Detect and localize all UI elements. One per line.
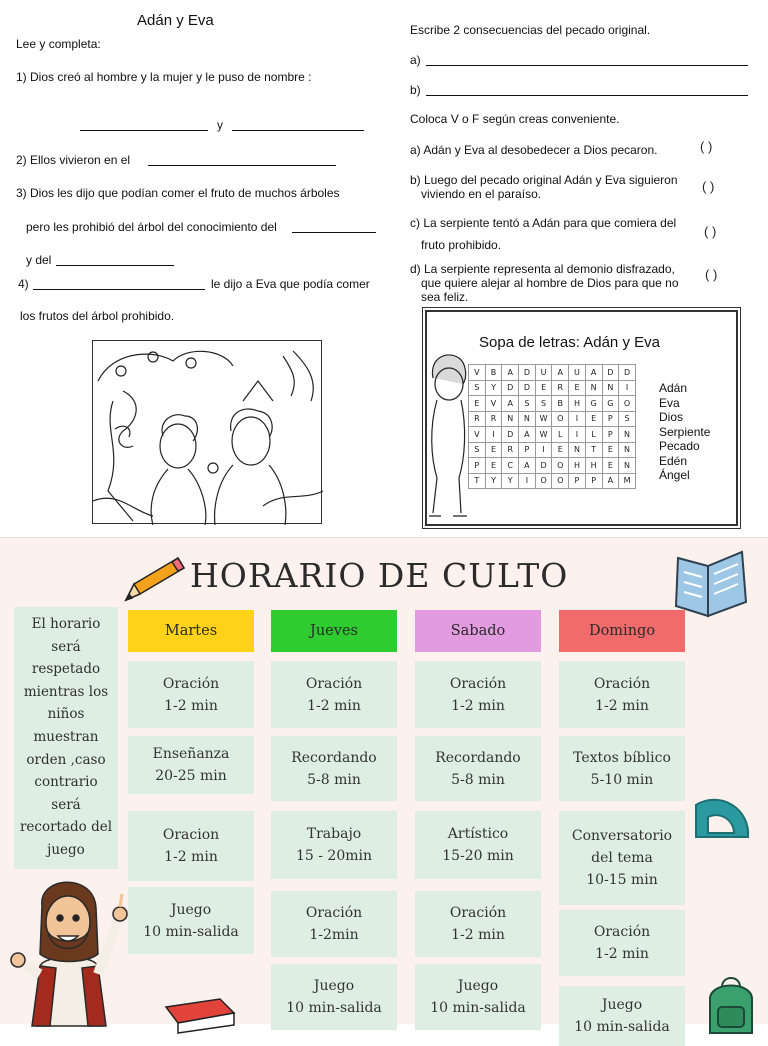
grid-letter[interactable]: E	[569, 380, 586, 396]
statement-c-cont: fruto prohibido.	[421, 238, 502, 252]
grid-letter[interactable]: L	[585, 427, 602, 443]
grid-letter[interactable]: D	[535, 458, 552, 474]
grid-letter[interactable]: E	[585, 411, 602, 427]
activity-name: Juego	[457, 978, 499, 994]
grid-letter[interactable]: Y	[485, 380, 502, 396]
grid-letter[interactable]: N	[602, 380, 619, 396]
answer-blank[interactable]	[80, 130, 208, 131]
activity-name: Juego	[601, 997, 643, 1013]
schedule-activity	[128, 811, 254, 881]
schedule-activity	[559, 736, 685, 801]
grid-letter[interactable]: Y	[502, 473, 519, 489]
activity-name: Textos bíblico	[573, 749, 671, 766]
grid-letter[interactable]: E	[602, 458, 619, 474]
grid-letter[interactable]: N	[519, 411, 536, 427]
grid-letter[interactable]: N	[619, 458, 636, 474]
schedule-activity	[415, 964, 541, 1030]
schedule-activity	[415, 736, 541, 801]
activity-detail: 1-2 min	[595, 946, 649, 962]
grid-letter[interactable]: V	[485, 396, 502, 412]
activity-detail: 10-15 min	[586, 872, 658, 888]
schedule-activity	[271, 736, 397, 801]
question-4-number: 4)	[18, 277, 29, 291]
answer-blank[interactable]	[426, 65, 748, 66]
word-list-item: Adán	[659, 381, 688, 395]
grid-letter[interactable]: U	[535, 365, 552, 381]
grid-row	[469, 442, 636, 458]
grid-letter[interactable]: E	[602, 442, 619, 458]
grid-letter[interactable]: A	[519, 427, 536, 443]
question-4: le dijo a Eva que podía comer	[211, 277, 370, 291]
grid-letter[interactable]: P	[602, 427, 619, 443]
grid-letter[interactable]: P	[519, 442, 536, 458]
schedule-activity	[559, 986, 685, 1046]
word-search-title: Sopa de letras: Adán y Eva	[479, 334, 660, 351]
answer-box[interactable]: ( )	[700, 139, 713, 154]
note-line: será	[51, 638, 81, 655]
grid-letter[interactable]: S	[619, 411, 636, 427]
grid-letter[interactable]: H	[585, 458, 602, 474]
grid-letter[interactable]: H	[569, 396, 586, 412]
word-search-panel	[425, 310, 738, 526]
activity-name: Juego	[313, 978, 355, 994]
activity-name: Artístico	[447, 826, 509, 842]
schedule-activity	[128, 661, 254, 728]
grid-letter[interactable]: H	[569, 458, 586, 474]
grid-letter[interactable]: R	[502, 442, 519, 458]
adam-figure-drawing	[427, 348, 469, 520]
grid-row	[469, 427, 636, 443]
statement-d-end: sea feliz.	[421, 290, 469, 304]
note-line: mientras los	[23, 683, 109, 700]
note-line: muestran	[33, 728, 99, 745]
activity-name: Oración	[449, 905, 507, 921]
grid-letter[interactable]: E	[552, 442, 569, 458]
book-icon	[160, 993, 238, 1033]
word-list-item: Edén	[659, 453, 688, 468]
note-line: respetado	[31, 661, 101, 678]
activity-detail: 10 min-salida	[430, 1000, 526, 1016]
schedule-activity	[415, 661, 541, 728]
answer-blank[interactable]	[292, 232, 376, 233]
answer-box[interactable]: ( )	[705, 267, 718, 282]
answer-blank[interactable]	[232, 130, 364, 131]
grid-letter[interactable]: P	[602, 411, 619, 427]
question-3-cont: pero les prohibió del árbol del conocimiento del	[26, 220, 277, 234]
day-header-martes: Martes	[128, 610, 254, 652]
question-1: 1) Dios creó al hombre y la mujer y le puso de nombre :	[16, 70, 312, 84]
protractor-icon	[690, 783, 754, 843]
grid-letter[interactable]: D	[602, 365, 619, 381]
question-2: 2) Ellos vivieron en el	[16, 153, 131, 167]
grid-letter[interactable]: N	[619, 427, 636, 443]
activity-detail: 10 min-salida	[286, 1000, 382, 1016]
grid-letter[interactable]: A	[502, 365, 519, 381]
statement-b-cont: viviendo en el paraíso.	[421, 187, 542, 201]
word-list-item: Ángel	[659, 468, 690, 482]
true-false-title: Coloca V o F según creas conveniente.	[410, 112, 620, 126]
statement-a: a) Adán y Eva al desobedecer a Dios pecaron.	[410, 143, 658, 157]
note-line: El horario	[31, 616, 101, 632]
word-list-item: Pecado	[659, 439, 700, 453]
jesus-cartoon	[6, 856, 136, 1026]
grid-letter[interactable]: R	[485, 411, 502, 427]
grid-letter[interactable]: E	[469, 396, 486, 412]
answer-blank[interactable]	[33, 289, 205, 290]
schedule-activity	[271, 964, 397, 1030]
activity-detail: 10 min-salida	[143, 923, 239, 940]
activity-name: Recordando	[291, 749, 377, 766]
grid-letter[interactable]: P	[469, 458, 486, 474]
activity-detail: 5-8 min	[451, 771, 505, 788]
instruction: Lee y completa:	[16, 37, 101, 51]
grid-letter[interactable]: S	[535, 396, 552, 412]
note-line: orden ,caso	[26, 751, 106, 768]
activity-detail: 1-2 min	[164, 849, 218, 865]
grid-letter[interactable]: T	[469, 473, 486, 489]
grid-letter[interactable]: N	[569, 442, 586, 458]
grid-letter[interactable]: S	[469, 380, 486, 396]
activity-name: Oración	[305, 675, 363, 692]
letter-grid	[468, 364, 636, 489]
grid-letter[interactable]: G	[585, 396, 602, 412]
note-line: niños	[47, 706, 85, 723]
grid-letter[interactable]: U	[569, 365, 586, 381]
worksheet-title: Adán y Eva	[137, 12, 214, 29]
grid-letter[interactable]: Y	[485, 473, 502, 489]
activity-name: Oración	[593, 924, 651, 940]
question-1-and: y	[217, 118, 223, 132]
activity-name: Conversatorio	[571, 828, 673, 844]
grid-letter[interactable]: V	[469, 427, 486, 443]
word-list-item: Serpiente	[659, 424, 711, 439]
grid-letter[interactable]: I	[569, 427, 586, 443]
grid-row	[469, 380, 636, 396]
word-list	[659, 381, 710, 483]
grid-letter[interactable]: T	[585, 442, 602, 458]
grid-letter[interactable]: A	[552, 365, 569, 381]
schedule-activity	[559, 910, 685, 976]
note-line: juego	[47, 841, 85, 858]
activity-name: Oracion	[162, 827, 220, 843]
grid-letter[interactable]: N	[619, 442, 636, 458]
activity-name: Recordando	[435, 749, 521, 766]
service-schedule	[0, 537, 768, 1035]
grid-letter[interactable]: V	[469, 365, 486, 381]
grid-letter[interactable]: R	[552, 380, 569, 396]
schedule-activity	[415, 891, 541, 957]
grid-row	[469, 458, 636, 474]
note-line: recortado del	[19, 819, 113, 836]
answer-blank[interactable]	[426, 95, 748, 96]
activity-name: Enseñanza	[152, 746, 230, 762]
grid-letter[interactable]: A	[519, 458, 536, 474]
grid-letter[interactable]: E	[485, 458, 502, 474]
word-list-item: Dios	[659, 410, 684, 424]
activity-name: Oración	[162, 675, 220, 692]
activity-detail: 5-10 min	[590, 771, 654, 788]
activity-detail: 15-20 min	[442, 848, 514, 864]
activity-detail: 5-8 min	[307, 771, 361, 788]
question-4-cont: los frutos del árbol prohibido.	[20, 309, 175, 323]
grid-letter[interactable]: A	[585, 365, 602, 381]
activity-detail: 1-2min	[309, 927, 359, 943]
activity-name: Juego	[170, 901, 212, 918]
statement-c: c) La serpiente tentó a Adán para que comiera del	[410, 216, 677, 230]
grid-letter[interactable]: O	[619, 396, 636, 412]
question-3: 3) Dios les dijo que podían comer el fruto de muchos árboles	[16, 186, 340, 200]
activity-name: Oración	[449, 675, 507, 692]
grid-letter[interactable]: P	[585, 473, 602, 489]
note-line: contrario	[34, 774, 98, 791]
answer-blank[interactable]	[148, 165, 336, 166]
grid-letter[interactable]: R	[469, 411, 486, 427]
adam-eve-illustration	[92, 340, 322, 524]
schedule-title: HORARIO DE CULTO	[190, 556, 569, 595]
answer-blank[interactable]	[56, 265, 174, 266]
schedule-activity	[128, 887, 254, 954]
grid-letter[interactable]: S	[519, 396, 536, 412]
grid-letter[interactable]: O	[535, 473, 552, 489]
grid-letter[interactable]: D	[519, 365, 536, 381]
activity-name: Oración	[305, 905, 363, 921]
grid-letter[interactable]: S	[469, 442, 486, 458]
question-3-end: y del	[26, 253, 52, 267]
schedule-activity	[271, 891, 397, 957]
activity-detail: 15 - 20min	[295, 848, 373, 864]
activity-detail: 1-2 min	[595, 697, 649, 714]
activity-detail: 10 min-salida	[574, 1019, 670, 1035]
activity-name: Trabajo	[306, 826, 362, 842]
grid-letter[interactable]: A	[502, 396, 519, 412]
grid-letter[interactable]: L	[552, 427, 569, 443]
day-header-sabado: Sabado	[415, 610, 541, 652]
grid-letter[interactable]: E	[485, 442, 502, 458]
grid-letter[interactable]: N	[502, 411, 519, 427]
consequences-title: Escribe 2 consecuencias del pecado original.	[410, 23, 651, 37]
grid-letter[interactable]: D	[502, 427, 519, 443]
grid-letter[interactable]: I	[619, 380, 636, 396]
activity-detail: del tema	[591, 850, 653, 866]
schedule-activity	[415, 811, 541, 879]
backpack-icon	[700, 973, 762, 1033]
schedule-note	[14, 607, 118, 869]
grid-letter[interactable]: C	[502, 458, 519, 474]
grid-row	[469, 473, 636, 489]
grid-letter[interactable]: D	[502, 380, 519, 396]
activity-detail: 1-2 min	[307, 697, 361, 714]
answer-box[interactable]: ( )	[704, 224, 717, 239]
schedule-activity	[271, 661, 397, 728]
grid-letter[interactable]: E	[535, 380, 552, 396]
consequence-b-label: b)	[410, 83, 421, 97]
grid-letter[interactable]: G	[602, 396, 619, 412]
grid-letter[interactable]: B	[552, 396, 569, 412]
note-line: será	[51, 796, 81, 813]
grid-letter[interactable]: M	[619, 473, 636, 489]
consequence-a-label: a)	[410, 53, 421, 67]
activity-detail: 1-2 min	[451, 927, 505, 943]
day-header-domingo: Domingo	[559, 610, 685, 652]
word-list-item: Eva	[659, 395, 680, 410]
pencil-icon	[120, 554, 188, 604]
activity-name: Oración	[593, 675, 651, 692]
grid-letter[interactable]: D	[519, 380, 536, 396]
grid-letter[interactable]: I	[569, 411, 586, 427]
grid-letter[interactable]: A	[602, 473, 619, 489]
activity-detail: 1-2 min	[164, 697, 218, 714]
grid-letter[interactable]: I	[535, 442, 552, 458]
activity-detail: 1-2 min	[451, 697, 505, 714]
grid-letter[interactable]: D	[619, 365, 636, 381]
day-header-jueves: Jueves	[271, 610, 397, 652]
grid-row	[469, 411, 636, 427]
statement-d: d) La serpiente representa al demonio disfrazado,	[410, 262, 675, 276]
grid-row	[469, 396, 636, 412]
grid-letter[interactable]: I	[485, 427, 502, 443]
schedule-activity	[559, 661, 685, 728]
grid-letter[interactable]: N	[585, 380, 602, 396]
grid-row	[469, 365, 636, 381]
statement-b: b) Luego del pecado original Adán y Eva siguieron	[410, 173, 678, 187]
grid-letter[interactable]: O	[552, 411, 569, 427]
grid-letter[interactable]: O	[552, 458, 569, 474]
schedule-activity	[271, 811, 397, 879]
statement-d-cont: que quiere alejar al hombre de Dios para que no	[421, 276, 679, 290]
grid-letter[interactable]: B	[485, 365, 502, 381]
grid-letter[interactable]: I	[519, 473, 536, 489]
grid-letter[interactable]: P	[569, 473, 586, 489]
grid-letter[interactable]: O	[552, 473, 569, 489]
answer-box[interactable]: ( )	[702, 179, 715, 194]
schedule-activity	[559, 811, 685, 905]
schedule-activity	[128, 736, 254, 794]
adam-eve-drawing	[93, 341, 323, 525]
grid-letter[interactable]: W	[535, 427, 552, 443]
activity-detail: 20-25 min	[155, 768, 227, 784]
grid-letter[interactable]: W	[535, 411, 552, 427]
